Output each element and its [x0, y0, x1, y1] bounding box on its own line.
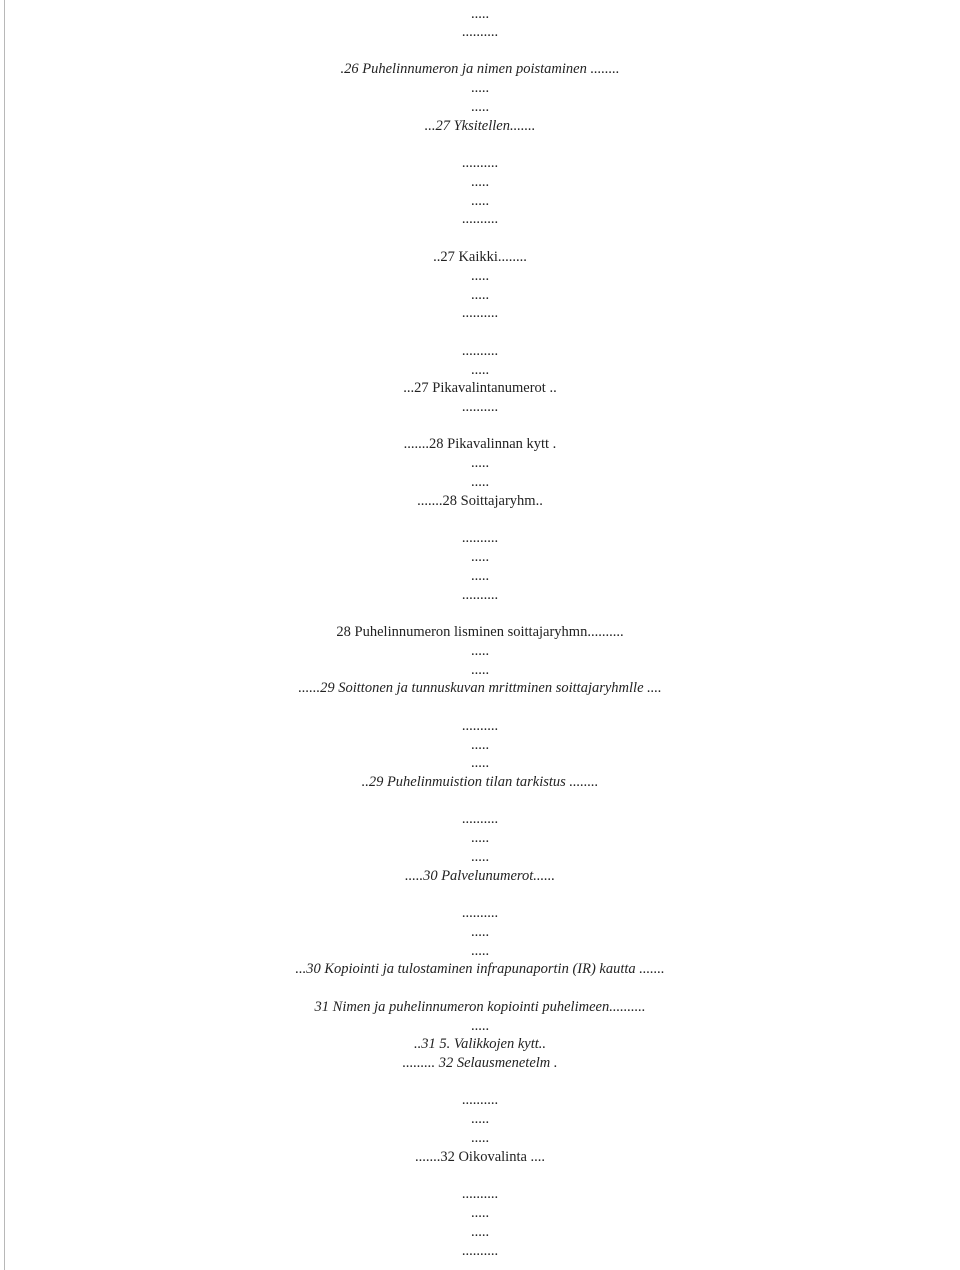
text-line: ..... [470, 755, 490, 771]
text-line: ..... [470, 737, 490, 753]
toc-entry: ...27 Pikavalintanumerot .. [403, 380, 557, 396]
text-line: ..... [470, 643, 490, 659]
toc-entry: ...27 Yksitellen....... [424, 118, 536, 134]
text-line: ..... [470, 568, 490, 584]
text-line: .......... [461, 24, 499, 40]
toc-entry: ..27 Kaikki........ [433, 249, 527, 265]
text-line: ..... [470, 1111, 490, 1127]
toc-entry: ..31 5. Valikkojen kytt.. [413, 1036, 547, 1052]
text-line: ..... [470, 80, 490, 96]
toc-entry: ..29 Puhelinmuistion tilan tarkistus ........ [361, 774, 599, 790]
text-line: .......... [461, 1243, 499, 1259]
toc-entry: ......... 32 Selausmenetelm . [402, 1055, 558, 1071]
text-line: .......... [461, 155, 499, 171]
text-line: ..... [470, 6, 490, 22]
toc-entry: .......28 Pikavalinnan kytt . [403, 436, 557, 452]
text-line: ..... [470, 362, 490, 378]
text-line: ..... [470, 99, 490, 115]
toc-entry: .......28 Soittajaryhm.. [417, 493, 543, 509]
toc-entry: .....30 Palvelunumerot...... [404, 868, 556, 884]
text-line: .......... [461, 587, 499, 603]
text-line: .......... [461, 399, 499, 415]
toc-entry: ......29 Soittonen ja tunnuskuvan mrittminen soittajaryhmlle .... [298, 680, 662, 696]
toc-entry: .......32 Oikovalinta .... [414, 1149, 546, 1165]
text-line: .......... [461, 211, 499, 227]
text-line: ..... [470, 1130, 490, 1146]
text-line: .......... [461, 1092, 499, 1108]
toc-entry: 31 Nimen ja puhelinnumeron kopiointi puhelimeen.......... [314, 999, 646, 1015]
text-line: ..... [470, 943, 490, 959]
toc-entry: .26 Puhelinnumeron ja nimen poistaminen ........ [340, 61, 620, 77]
text-line: ..... [470, 474, 490, 490]
text-line: ..... [470, 1018, 490, 1034]
text-line: ..... [470, 849, 490, 865]
text-line: .......... [461, 305, 499, 321]
toc-entry: ...30 Kopiointi ja tulostaminen infrapunaportin (IR) kautta ....... [295, 961, 665, 977]
text-line: ..... [470, 268, 490, 284]
text-line: .......... [461, 905, 499, 921]
text-line: ..... [470, 193, 490, 209]
text-line: .......... [461, 1186, 499, 1202]
text-line: ..... [470, 662, 490, 678]
text-line: ..... [470, 174, 490, 190]
text-line: ..... [470, 549, 490, 565]
text-line: ..... [470, 287, 490, 303]
text-line: .......... [461, 530, 499, 546]
text-line: .......... [461, 718, 499, 734]
text-line: ..... [470, 1205, 490, 1221]
text-line: ..... [470, 1224, 490, 1240]
text-line: ..... [470, 830, 490, 846]
text-line: .......... [461, 811, 499, 827]
text-line: ..... [470, 455, 490, 471]
toc-entry: 28 Puhelinnumeron lisminen soittajaryhmn.......... [336, 624, 624, 640]
text-line: .......... [461, 343, 499, 359]
text-line: ..... [470, 924, 490, 940]
